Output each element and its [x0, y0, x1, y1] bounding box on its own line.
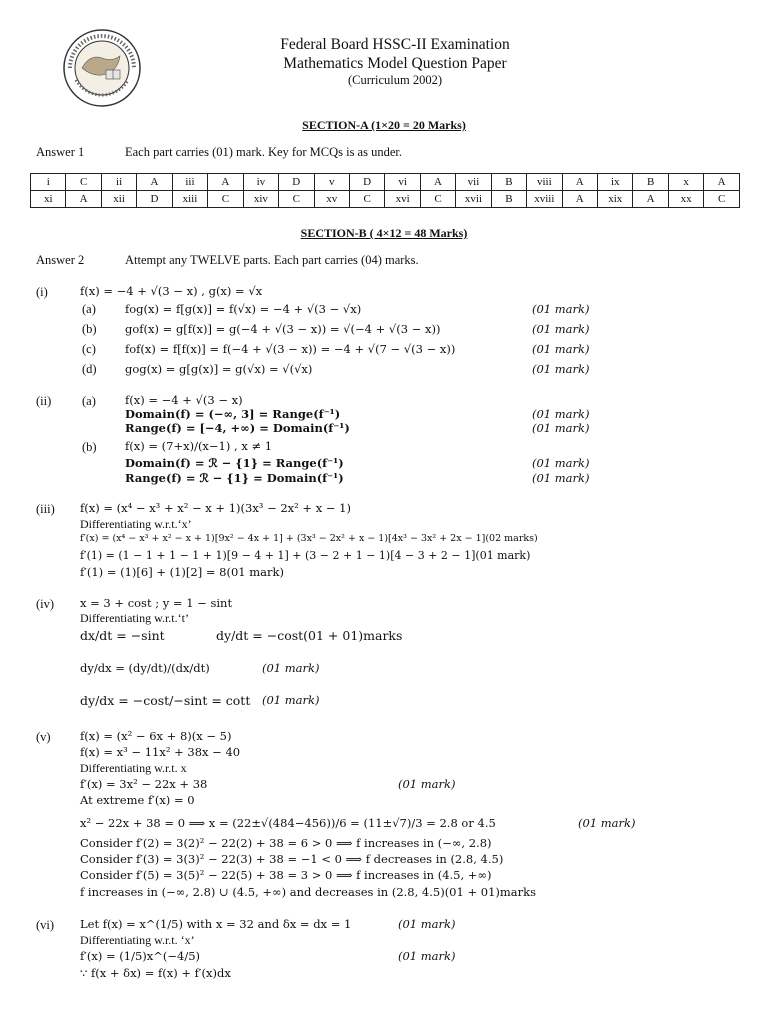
key-cell: vii [456, 174, 491, 191]
part-iv-dxdt: dx/dt = −sint [80, 628, 165, 643]
part-iii-l1: f(x) = (x⁴ − x³ + x² − x + 1)(3x³ − 2x² + x − 1) [80, 501, 351, 515]
part-i-d-label: (d) [82, 362, 97, 376]
key-cell: A [562, 191, 597, 208]
key-cell: iii [172, 174, 207, 191]
part-v-l10: f increases in (−∞, 2.8) ∪ (4.5, +∞) and decreases in (2.8, 4.5)(01 + 01)marks [80, 885, 537, 899]
part-i-label: (i) [36, 285, 48, 299]
key-cell: xviii [527, 191, 562, 208]
part-v-l9: Consider f′(5) = 3(5)² − 22(5) + 38 = 3 > 0 ⟹ f increases in (4.5, +∞) [80, 868, 492, 882]
key-cell: C [66, 174, 101, 191]
key-cell: x [668, 174, 703, 191]
part-iii-l2: Differentiating w.r.t.‘x’ [80, 517, 192, 531]
part-i-a-label: (a) [82, 302, 96, 316]
part-ii-a3: Range(f) = [−4, +∞) = Domain(f⁻¹) [125, 421, 350, 435]
mark-label: (01 mark) [532, 362, 590, 376]
part-ii-label: (ii) [36, 394, 52, 408]
key-cell: xvii [456, 191, 491, 208]
key-cell: B [491, 191, 526, 208]
part-v-l7: Consider f′(2) = 3(2)² − 22(2) + 38 = 6 > 0 ⟹ f increases in (−∞, 2.8) [80, 836, 492, 850]
header-title: Federal Board HSSC-II Examination [280, 36, 510, 53]
mark-label: (01 mark) [532, 407, 590, 421]
part-iv-l4: dy/dx = (dy/dt)/(dx/dt) [80, 661, 210, 675]
board-seal-logo [62, 28, 142, 108]
part-i-a: fog(x) = f[g(x)] = f(√x) = −4 + √(3 − √x) [125, 302, 362, 316]
mark-label: (01 mark) [532, 456, 590, 470]
part-v-l2: f(x) = x³ − 11x² + 38x − 40 [80, 745, 241, 759]
key-cell: C [208, 191, 243, 208]
mark-label: (01 mark) [532, 342, 590, 356]
mcq-key-table [30, 173, 740, 208]
key-cell: D [137, 191, 172, 208]
part-i-given: f(x) = −4 + √(3 − x) , g(x) = √x [80, 284, 263, 298]
part-v-l4: f′(x) = 3x² − 22x + 38 [80, 777, 208, 791]
answer1-label: Answer 1 [36, 145, 85, 159]
key-cell: A [208, 174, 243, 191]
part-i-c: fof(x) = f[f(x)] = f(−4 + √(3 − x)) = −4 + √(7 − √(3 − x)) [125, 342, 456, 356]
key-cell: A [420, 174, 455, 191]
answer1-text: Each part carries (01) mark. Key for MCQs is as under. [125, 145, 402, 159]
mark-label: (01 mark) [398, 949, 456, 963]
mark-label: (01 mark) [532, 421, 590, 435]
key-cell: C [704, 191, 740, 208]
part-vi-label: (vi) [36, 918, 55, 932]
key-row-1 [31, 174, 740, 191]
key-cell: vi [385, 174, 420, 191]
answer2-label: Answer 2 [36, 253, 85, 267]
key-row-2 [31, 191, 740, 208]
part-v-label: (v) [36, 730, 51, 744]
key-cell: A [562, 174, 597, 191]
key-cell: C [349, 191, 384, 208]
key-cell: A [66, 191, 101, 208]
part-ii-a2: Domain(f) = (−∞, 3] = Range(f⁻¹) [125, 407, 341, 421]
key-cell: xiv [243, 191, 278, 208]
section-b-title: SECTION-B ( 4×12 = 48 Marks) [300, 226, 468, 240]
key-cell: xix [598, 191, 633, 208]
part-vi-l2: Differentiating w.r.t. ‘x’ [80, 933, 195, 947]
mark-label: (01 mark) [578, 816, 636, 830]
part-iv-l5: dy/dx = −cost/−sint = cott [80, 693, 251, 708]
part-iii-l3: f′(x) = (x⁴ − x³ + x² − x + 1)[9x² − 4x + 1] + (3x³ − 2x² + x − 1)[4x³ − 3x² + 2x − 1](02 marks) [80, 533, 538, 544]
part-vi-l1: Let f(x) = x^(1/5) with x = 32 and δx = dx = 1 [80, 917, 352, 931]
key-cell: v [314, 174, 349, 191]
part-v-l8: Consider f′(3) = 3(3)² − 22(3) + 38 = −1 < 0 ⟹ f decreases in (2.8, 4.5) [80, 852, 504, 866]
part-v-l5: At extreme f′(x) = 0 [80, 793, 195, 807]
key-cell: C [420, 191, 455, 208]
part-vi-l3: f′(x) = (1/5)x^(−4/5) [80, 949, 200, 963]
section-a-title: SECTION-A (1×20 = 20 Marks) [302, 118, 466, 132]
key-cell: A [633, 191, 668, 208]
part-i-b-label: (b) [82, 322, 97, 336]
mark-label: (01 mark) [532, 471, 590, 485]
key-cell: ix [598, 174, 633, 191]
answer2-text: Attempt any TWELVE parts. Each part carries (04) marks. [125, 253, 419, 267]
mark-label: (01 mark) [262, 693, 320, 707]
key-cell: B [491, 174, 526, 191]
key-cell: xvi [385, 191, 420, 208]
key-cell: A [137, 174, 172, 191]
header-curriculum: (Curriculum 2002) [347, 73, 443, 87]
mark-label: (01 mark) [532, 302, 590, 316]
part-v-l1: f(x) = (x² − 6x + 8)(x − 5) [80, 729, 232, 743]
mark-label: (01 mark) [262, 661, 320, 675]
key-cell: D [279, 174, 314, 191]
key-cell: xv [314, 191, 349, 208]
part-iv-l1: x = 3 + cost ; y = 1 − sint [80, 596, 233, 610]
key-cell: C [279, 191, 314, 208]
key-cell: D [349, 174, 384, 191]
part-v-l6: x² − 22x + 38 = 0 ⟹ x = (22±√(484−456))/6 = (11±√7)/3 = 2.8 or 4.5 [80, 816, 496, 830]
part-i-c-label: (c) [82, 342, 96, 356]
key-cell: xx [668, 191, 703, 208]
mark-label: (01 mark) [398, 917, 456, 931]
part-i-b: gof(x) = g[f(x)] = g(−4 + √(3 − x)) = √(−4 + √(3 − x)) [125, 322, 441, 336]
part-i-d: gog(x) = g[g(x)] = g(√x) = √(√x) [125, 362, 313, 376]
key-cell: xi [31, 191, 66, 208]
key-cell: iv [243, 174, 278, 191]
part-vi-l4: ∵ f(x + δx) = f(x) + f′(x)dx [80, 966, 231, 980]
key-cell: A [704, 174, 740, 191]
part-ii-a-label: (a) [82, 394, 96, 408]
mark-label: (01 mark) [532, 322, 590, 336]
part-iii-l4: f′(1) = (1 − 1 + 1 − 1 + 1)[9 − 4 + 1] + (3 − 2 + 1 − 1)[4 − 3 + 2 − 1](01 mark) [80, 549, 531, 562]
part-ii-b2: Domain(f) = ℛ − {1} = Range(f⁻¹) [125, 456, 344, 470]
header-subtitle: Mathematics Model Question Paper [283, 55, 507, 72]
key-cell: xiii [172, 191, 207, 208]
key-cell: viii [527, 174, 562, 191]
part-ii-b3: Range(f) = ℛ − {1} = Domain(f⁻¹) [125, 471, 344, 485]
key-cell: i [31, 174, 66, 191]
part-ii-b1: f(x) = (7+x)/(x−1) , x ≠ 1 [125, 439, 273, 453]
key-cell: ii [101, 174, 136, 191]
key-cell: B [633, 174, 668, 191]
part-iv-label: (iv) [36, 597, 55, 611]
mark-label: (01 mark) [398, 777, 456, 791]
key-cell: xii [101, 191, 136, 208]
part-iii-l5: f′(1) = (1)[6] + (1)[2] = 8(01 mark) [80, 565, 284, 579]
part-v-l3: Differentiating w.r.t. x [80, 761, 187, 775]
part-iii-label: (iii) [36, 502, 55, 516]
part-iv-dydt: dy/dt = −cost(01 + 01)marks [216, 628, 403, 643]
part-ii-a1: f(x) = −4 + √(3 − x) [125, 393, 243, 407]
part-iv-l2: Differentiating w.r.t.‘t’ [80, 611, 189, 625]
part-ii-b-label: (b) [82, 440, 97, 454]
